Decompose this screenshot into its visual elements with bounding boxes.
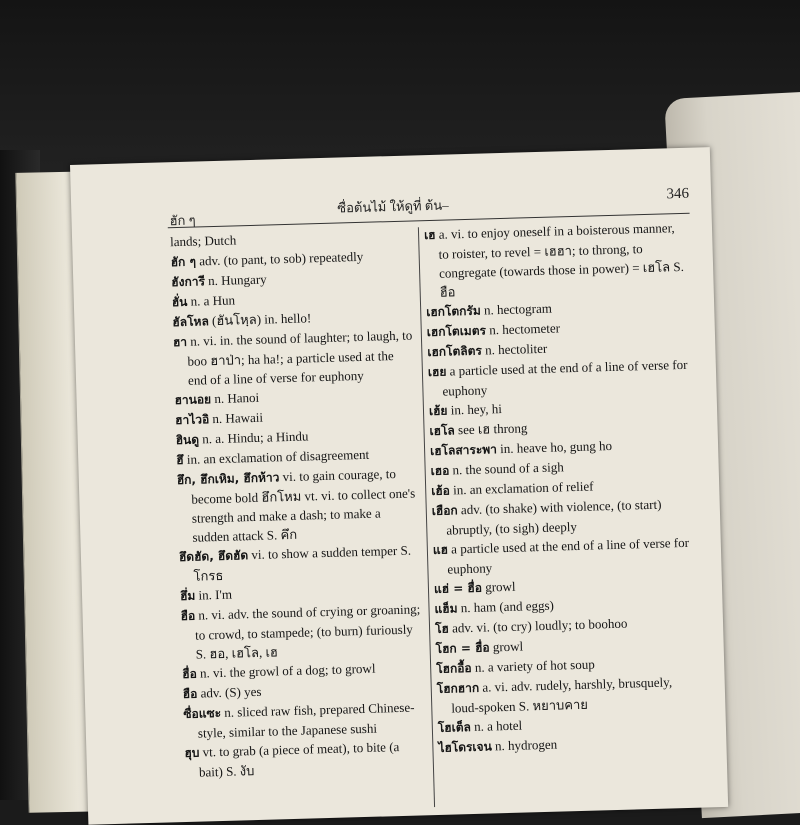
entry-headword: ฮาไวอิ: [175, 412, 209, 427]
dictionary-entry: [180, 599, 422, 664]
entry-definition: n. Hawaii: [212, 410, 263, 426]
entry-headword: ฮินดู: [176, 433, 200, 448]
entry-definition: growl: [493, 639, 524, 655]
entry-headword: ฮึดฮัด, ฮึดฮัด: [179, 548, 249, 564]
entry-headword: โฮเต็ล: [438, 720, 471, 735]
entry-headword: เฮอ: [430, 464, 449, 479]
entry-headword: โฮกอื้อ: [436, 661, 472, 676]
entry-headword: ฮึ: [176, 453, 184, 467]
entry-definition: n. vi. the growl of a dog; to growl: [200, 661, 376, 681]
dictionary-page: [70, 147, 728, 825]
dictionary-entry: [173, 325, 415, 390]
entry-definition: adv. (S) yes: [200, 684, 261, 701]
entry-definition: (ฮันโหฺล) in. hello!: [212, 310, 312, 328]
entry-definition: n. hydrogen: [495, 737, 558, 754]
entry-definition: n. sliced raw fish, prepared Chinese-style, similar to the Japanese sushi: [198, 700, 415, 741]
entry-definition: in. heave ho, gung ho: [500, 438, 612, 456]
entry-definition: adv. (to pant, to sob) repeatedly: [199, 249, 363, 269]
entry-headword: ฮังการี: [171, 274, 205, 289]
entry-definition: in. an exclamation of disagreement: [187, 447, 370, 467]
entry-headword: เฮ: [424, 228, 436, 242]
entry-headword: ฮือ: [180, 609, 195, 623]
entry-definition: vt. to grab (a piece of meat), to bite (a bait) S. งับ: [199, 739, 400, 780]
entry-definition: a particle used at the end of a line of verse for euphony: [442, 357, 687, 399]
running-head-center: ซื่อต้นไม้ ให้ดูที่ ต้น–: [337, 194, 449, 218]
entry-headword: ฮา: [173, 335, 187, 349]
entry-headword: แฮ: [433, 543, 448, 557]
dictionary-entry: [184, 736, 425, 782]
entry-definition: in. hey, hi: [450, 401, 502, 417]
dictionary-entry: [424, 218, 688, 302]
right-column: [424, 218, 701, 758]
entry-headword: แฮ็ม: [434, 601, 457, 616]
entry-headword: โฮก = ฮื่อ: [435, 640, 489, 656]
entry-definition: adv. (to shake) with violence, (to start) abruptly, (to sigh) deeply: [446, 497, 662, 538]
entry-definition: n. a. Hindu; a Hindu: [202, 428, 309, 446]
guide-word: ฮัก ๆ: [169, 210, 196, 232]
entry-definition: n. hectoliter: [485, 341, 547, 358]
entry-definition: n. vi. adv. the sound of crying or groaning; to crowd, to stampede; (to burn) furiously S. ฮอ, เฮโล, เฮ: [195, 601, 420, 661]
dictionary-entry: [179, 540, 420, 586]
entry-definition: n. hectogram: [484, 301, 552, 318]
entry-definition: vi. to show a sudden temper S. โกรธ: [193, 543, 411, 584]
entry-headword: ซื่อแซะ: [183, 706, 221, 721]
entry-headword: เฮ้อ: [431, 484, 450, 499]
entry-definition: growl: [485, 579, 516, 595]
entry-definition: n. ham (and eggs): [461, 598, 555, 616]
entry-definition: lands; Dutch: [170, 232, 236, 249]
dictionary-entry: [183, 697, 424, 743]
entry-headword: แฮ่ = ฮื่อ: [434, 581, 482, 596]
entry-headword: เฮกโตเมตร: [427, 323, 487, 339]
entry-headword: ฮั่น: [172, 295, 188, 309]
entry-definition: in. I'm: [198, 587, 232, 603]
entry-definition: a. vi. to enjoy oneself in a boisterous manner, to roister, to revel = เฮฮา; to throng, to congregate (towards those in power) = เฮโล S. ฮือ: [438, 220, 684, 300]
entry-headword: ฮึก, ฮึกเหิม, ฮึกห้าว: [177, 470, 280, 487]
entry-headword: ฮึ่ม: [180, 589, 196, 603]
entry-headword: ฮานอย: [174, 392, 211, 407]
entry-definition: n. vi. in. the sound of laughter; to laugh, to boo ฮาป่า; ha ha!; a particle used at the end of a line of verse for euphony: [187, 328, 412, 388]
entry-headword: ฮุบ: [184, 746, 199, 760]
entry-definition: a particle used at the end of a line of verse for euphony: [447, 535, 689, 577]
entry-headword: เฮือก: [432, 503, 458, 518]
entry-definition: vi. to gain courage, to become bold ฮึกโหม vt. vi. to collect one's strength and make a dash; to make a sudden attack S. คึก: [191, 466, 415, 545]
entry-headword: เฮย: [428, 365, 447, 380]
entry-headword: ฮื่อ: [182, 667, 197, 681]
entry-headword: ฮัก ๆ: [171, 255, 197, 270]
entry-headword: โฮกฮาก: [437, 681, 480, 696]
entry-headword: เฮโล: [429, 423, 455, 438]
entry-definition: n. Hungary: [208, 272, 267, 289]
entry-definition: a. vi. adv. rudely, harshly, brusquely, loud-spoken S. หยาบคาย: [451, 674, 672, 715]
entry-definition: n. the sound of a sigh: [452, 459, 564, 477]
entry-headword: ไฮโดรเจน: [438, 739, 492, 754]
entry-headword: เฮ้ย: [429, 404, 448, 419]
entry-definition: n. a Hun: [190, 292, 235, 308]
entry-headword: เฮโลสาระพา: [430, 442, 497, 458]
entry-headword: ฮัลโหล: [172, 314, 209, 329]
entry-headword: ฮือ: [183, 687, 198, 701]
page-number: 346: [666, 186, 689, 204]
entry-definition: adv. vi. (to cry) loudly; to boohoo: [452, 616, 628, 636]
entry-headword: โฮ: [435, 622, 449, 636]
entry-definition: n. hectometer: [489, 320, 560, 337]
entry-definition: n. a hotel: [474, 718, 522, 734]
left-column: [170, 226, 425, 782]
entry-headword: เฮกโตกรัม: [426, 304, 481, 320]
entry-headword: เฮกโตลิตร: [427, 344, 482, 360]
entry-definition: see เฮ throng: [458, 420, 528, 437]
entry-definition: n. a variety of hot soup: [475, 657, 595, 675]
entry-definition: n. Hanoi: [214, 390, 259, 406]
entry-definition: in. an exclamation of relief: [453, 479, 594, 498]
dictionary-entry: [177, 463, 419, 547]
